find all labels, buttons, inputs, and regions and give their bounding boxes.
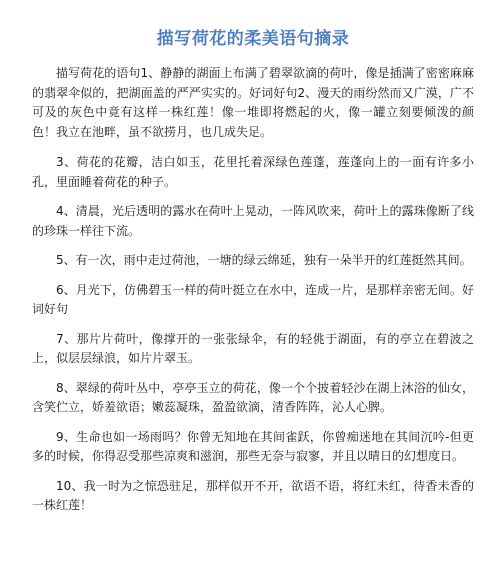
paragraph-5: 5、有一次，雨中走过荷池，一塘的绿云绵延，独有一朵半开的红莲挺然其间。 [56, 253, 472, 267]
document-title: 描写荷花的柔美语句摘录 [156, 29, 350, 49]
paragraph-1: 描写荷花的语句1、静静的湖面上布满了碧翠欲滴的荷叶，像是插满了密密麻麻的翡翠伞似的，把湖面盖的严严实实的。好词好句2、漫天的雨纷然而又广漠，广不可及的灰色中竟有这样一株红莲！像一堆即将燃起的火，像一罐立刻要倾泼的颜色！我立在池畔，虽不欲捞月，也几成失足。 [32, 66, 474, 139]
paragraph-3: 3、荷花的花瓣，洁白如玉，花里托着深绿色莲蓬，莲蓬向上的一面有许多小孔，里面睡着荷花的种子。 [32, 155, 474, 189]
paragraph-7: 7、那片片荷叶，像撑开的一张张绿伞，有的轻佻于湖面，有的亭立在碧波之上，似层层绿浪，如片片翠玉。 [32, 331, 474, 365]
paragraph-8: 8、翠绿的荷叶丛中，亭亭玉立的荷花，像一个个披着轻沙在湖上沐浴的仙女，含笑伫立，娇羞欲语；嫩蕊凝珠，盈盈欲滴，清香阵阵，沁人心脾。 [32, 380, 474, 414]
paragraph-6: 6、月光下，仿佛碧玉一样的荷叶挺立在水中，连成一片，是那样亲密无间。好词好句 [32, 282, 474, 316]
paragraph-4: 4、清晨，光后透明的露水在荷叶上晃动，一阵风吹来，荷叶上的露珠像断了线的珍珠一样往下流。 [32, 204, 474, 238]
paragraph-10: 10、我一时为之惊恐驻足，那样似开不开，欲语不语，将红未红，待香未香的一株红莲！ [32, 478, 474, 512]
paragraph-9: 9、生命也如一场雨吗？你曾无知地在其间雀跃，你曾痴迷地在其间沉吟-但更多的时候，你得忍受那些凉爽和滋润，那些无奈与寂寥，并且以晴日的幻想度日。 [32, 429, 474, 463]
